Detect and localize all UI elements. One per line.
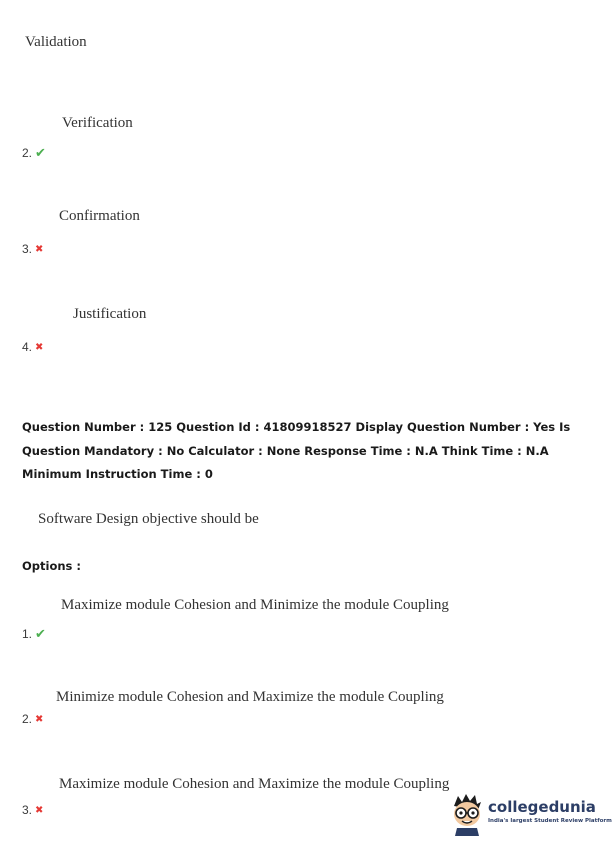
- option-number: [22, 803, 43, 817]
- options-heading: Options :: [22, 559, 81, 573]
- collegedunia-logo: [448, 792, 612, 838]
- option-text: Justification: [73, 306, 147, 322]
- option-number-label: 1.: [22, 627, 33, 641]
- option-number: [22, 340, 43, 354]
- checkmark-icon: ✔: [35, 145, 46, 160]
- option-number-label: 4.: [22, 340, 33, 354]
- option-number: [22, 626, 46, 642]
- cross-icon: ✖: [35, 243, 44, 255]
- cross-icon: ✖: [35, 804, 44, 816]
- brand-tagline: India's largest Student Review Platform: [488, 818, 612, 824]
- option-number: [22, 242, 43, 256]
- option-text: Confirmation: [59, 208, 140, 224]
- cross-icon: ✖: [35, 341, 44, 353]
- checkmark-icon: ✔: [35, 626, 46, 641]
- question-text: Software Design objective should be: [38, 511, 259, 527]
- option-number-label: 2.: [22, 146, 33, 160]
- option-number-label: 2.: [22, 712, 33, 726]
- option-number-label: 3.: [22, 803, 33, 817]
- option-number: [22, 712, 43, 726]
- option-text: Verification: [62, 115, 133, 131]
- cross-icon: ✖: [35, 713, 44, 725]
- option-text: Maximize module Cohesion and Maximize the module Coupling: [59, 776, 450, 792]
- option-text: Minimize module Cohesion and Maximize the module Coupling: [56, 689, 444, 705]
- brand-name: collegedunia: [488, 798, 596, 816]
- option-text: Maximize module Cohesion and Minimize the module Coupling: [61, 597, 449, 613]
- question-metadata: Question Number : 125 Question Id : 41809918527 Display Question Number : Yes Is Question Mandatory : No Calculator : None Response Time : N.A Think Time : N.A Minimum Instruction Time : 0: [22, 420, 571, 481]
- option-number: [22, 145, 46, 161]
- mascot-icon: [448, 792, 486, 836]
- previous-option-text: Validation: [25, 34, 87, 50]
- option-number-label: 3.: [22, 242, 33, 256]
